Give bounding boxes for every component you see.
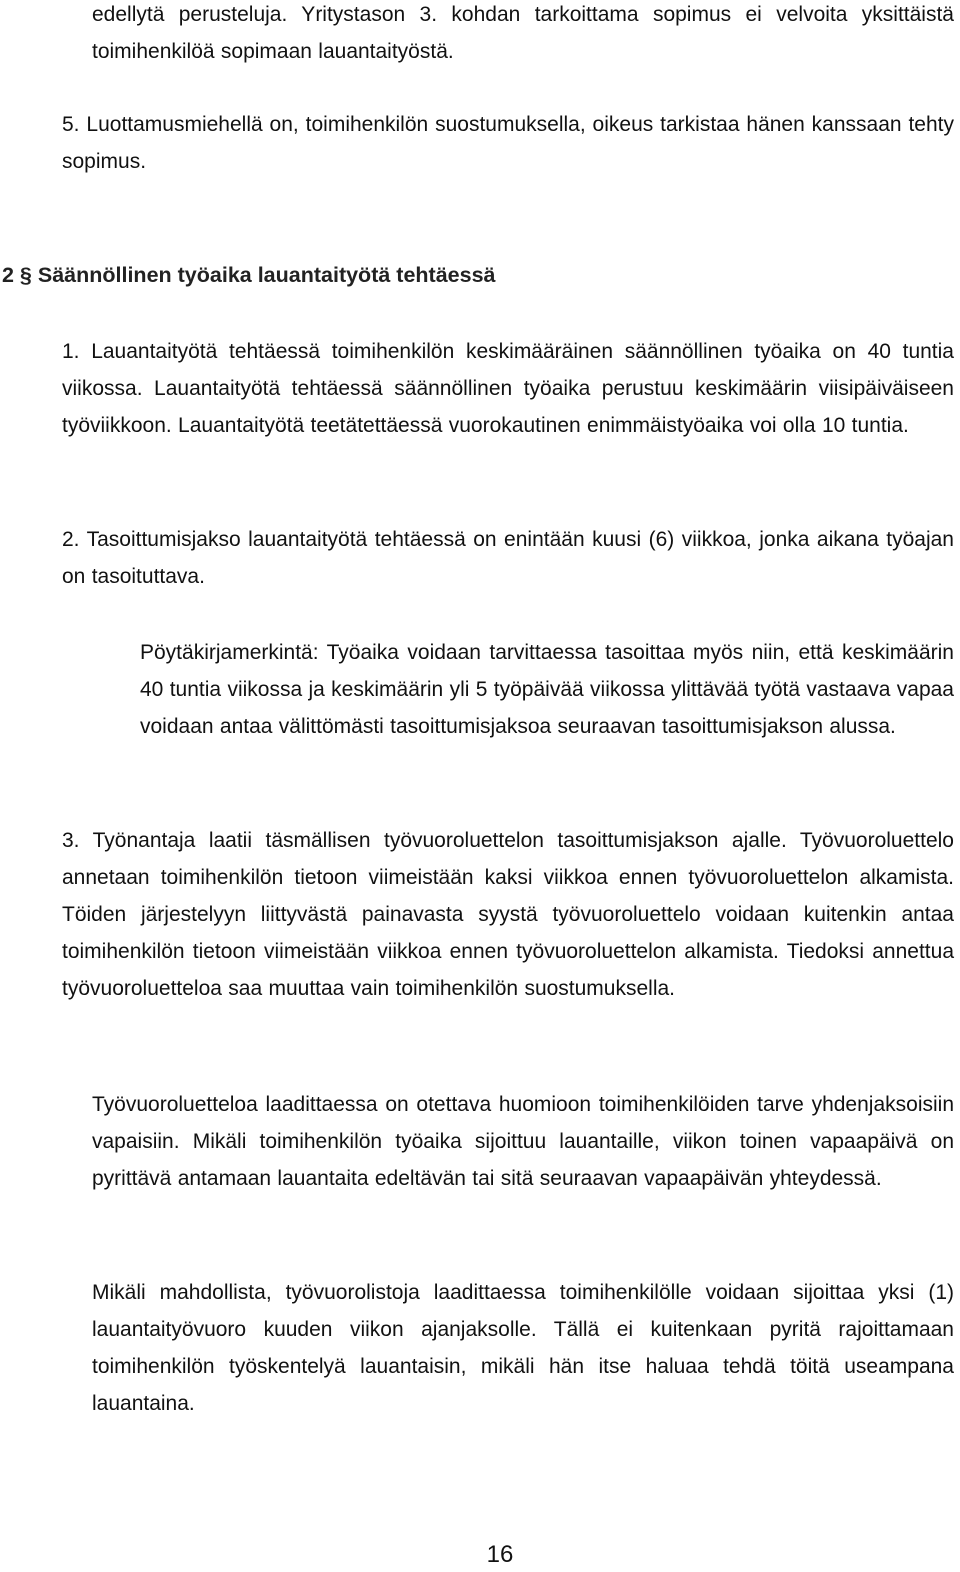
section-heading: 2 § Säännöllinen työaika lauantaityötä tehtäessä [2, 263, 496, 287]
paragraph-saturday-shift-text: Mikäli mahdollista, työvuorolistoja laadittaessa toimihenkilölle voidaan sijoittaa yksi (1) lauantaityövuoro kuuden viikon ajanjaksolle. Tällä ei kuitenkaan pyritä rajoittamaan toimihenkilön työskentelyä lauantaisin, mikäli hän itse haluaa tehdä töitä useampana lauantaina. [92, 1281, 954, 1415]
list-item-1 [62, 333, 954, 444]
protocol-note-text: Pöytäkirjamerkintä: Työaika voidaan tarvittaessa tasoittaa myös niin, että keskimäärin 40 tuntia viikossa ja keskimäärin yli 5 työpäivää viikossa ylittävää työtä vastaava vapaa voidaan antaa välittömästi tasoittumisjaksoa seuraavan tasoittumisjakson alussa. [140, 641, 954, 738]
list-item-3-text: Työnantaja laatii täsmällisen työvuoroluettelon tasoittumisjakson ajalle. Työvuoroluettelo annetaan toimihenkilön tietoon viimeistään kaksi viikkoa ennen työvuoroluettelon alkamista. Töiden järjestelyyn liittyvästä painavasta syystä työvuoroluettelo voidaan kuitenkin antaa toimihenkilön tietoon viimeistään viikkoa ennen työvuoroluettelon alkamista. Tiedoksi annettua työvuoroluetteloa saa muuttaa vain toimihenkilön suostumuksella. [62, 829, 954, 1000]
list-item-2 [62, 521, 954, 595]
list-item-5-number: 5. [62, 113, 80, 136]
paragraph-intro [92, 0, 954, 70]
paragraph-consecutive-rest [92, 1086, 954, 1197]
protocol-note [140, 634, 954, 745]
list-item-3-number: 3. [62, 829, 80, 852]
list-item-1-text: Lauantaityötä tehtäessä toimihenkilön keskimääräinen säännöllinen työaika on 40 tuntia viikossa. Lauantaityötä tehtäessä säännöllinen työaika perustuu keskimäärin viisipäiväiseen työviikkoon. Lauantaityötä teetätettäessä vuorokautinen enimmäistyöaika voi olla 10 tuntia. [62, 340, 954, 437]
list-item-2-text: Tasoittumisjakso lauantaityötä tehtäessä on enintään kuusi (6) viikkoa, jonka aikana työajan on tasoituttava. [62, 528, 954, 588]
paragraph-saturday-shift [92, 1274, 954, 1422]
list-item-2-number: 2. [62, 528, 80, 551]
list-item-3 [62, 822, 954, 1007]
paragraph-consecutive-rest-text: Työvuoroluetteloa laadittaessa on otettava huomioon toimihenkilöiden tarve yhdenjaksoisiin vapaisiin. Mikäli toimihenkilön työaika sijoittuu lauantaille, viikon toinen vapaapäivä on pyrittävä antamaan lauantaita edeltävän tai sitä seuraavan vapaapäivän yhteydessä. [92, 1093, 954, 1190]
paragraph-intro-text: edellytä perusteluja. Yritystason 3. kohdan tarkoittama sopimus ei velvoita yksittäistä toimihenkilöä sopimaan lauantaityöstä. [92, 3, 954, 63]
list-item-1-number: 1. [62, 340, 80, 363]
page-number: 16 [486, 1541, 514, 1568]
list-item-5 [62, 106, 954, 180]
list-item-5-text: Luottamusmiehellä on, toimihenkilön suostumuksella, oikeus tarkistaa hänen kanssaan tehty sopimus. [62, 113, 954, 173]
